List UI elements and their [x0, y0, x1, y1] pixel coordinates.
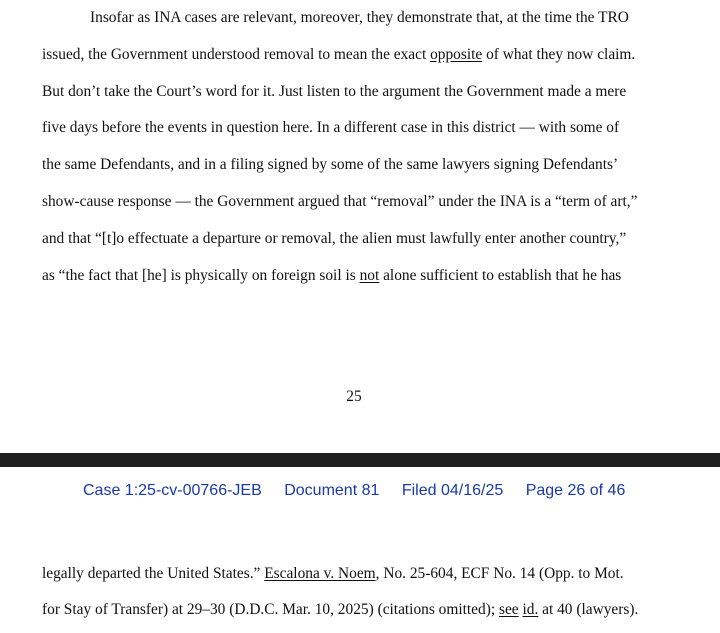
text-run: issued, the Government understood removal to mean the exact — [42, 46, 431, 63]
body-line — [90, 8, 629, 28]
text-run: for Stay of Transfer) at 29–30 (D.D.C. Mar. 10, 2025) (citations omitted); — [42, 601, 499, 618]
text-run: alone sufficient to establish that he has — [379, 267, 622, 284]
body-line — [42, 192, 637, 212]
text-run: as “the fact that [he] is physically on foreign soil is — [42, 267, 360, 284]
ecf-header — [83, 482, 625, 500]
body-line — [42, 266, 621, 286]
underlined-text: not — [359, 267, 380, 284]
body-line — [42, 118, 619, 138]
text-run: the same Defendants, and in a filing signed by some of the same lawyers signing Defendants’ — [42, 156, 619, 173]
text-run: But don’t take the Court’s word for it. Just listen to the argument the Government made a mere — [42, 83, 627, 100]
page-number: 25 — [346, 388, 362, 405]
underlined-text: id. — [522, 601, 539, 618]
text-run: and that “[t]o effectuate a departure or removal, the alien must lawfully enter another country,” — [42, 230, 627, 247]
text-run: , No. 25-604, ECF No. 14 (Opp. to Mot. — [375, 565, 624, 582]
body-line — [42, 45, 635, 65]
text-run: at 40 (lawyers). — [538, 601, 639, 618]
body-line — [42, 600, 638, 620]
case-number: Case 1:25-cv-00766-JEB — [83, 482, 262, 499]
body-line — [42, 564, 624, 584]
page-count: Page 26 of 46 — [525, 482, 626, 499]
text-run: Insofar as INA cases are relevant, moreover, they demonstrate that, at the time the TRO — [90, 9, 629, 26]
text-run: five days before the events in question here. In a different case in this district — with some of — [42, 119, 620, 136]
text-run: show-cause response — the Government argued that “removal” under the INA is a “term of art,” — [42, 193, 638, 210]
text-run: legally departed the United States.” — [42, 565, 265, 582]
filed-date: Filed 04/16/25 — [401, 482, 504, 499]
underlined-text: see — [498, 601, 519, 618]
document-number: Document 81 — [284, 482, 380, 499]
page-separator — [0, 453, 720, 467]
text-run: of what they now claim. — [482, 46, 636, 63]
body-line — [42, 155, 618, 175]
underlined-text: opposite — [430, 46, 483, 63]
body-line — [42, 229, 626, 249]
underlined-text: Escalona v. Noem — [264, 565, 376, 582]
body-line — [42, 82, 626, 102]
